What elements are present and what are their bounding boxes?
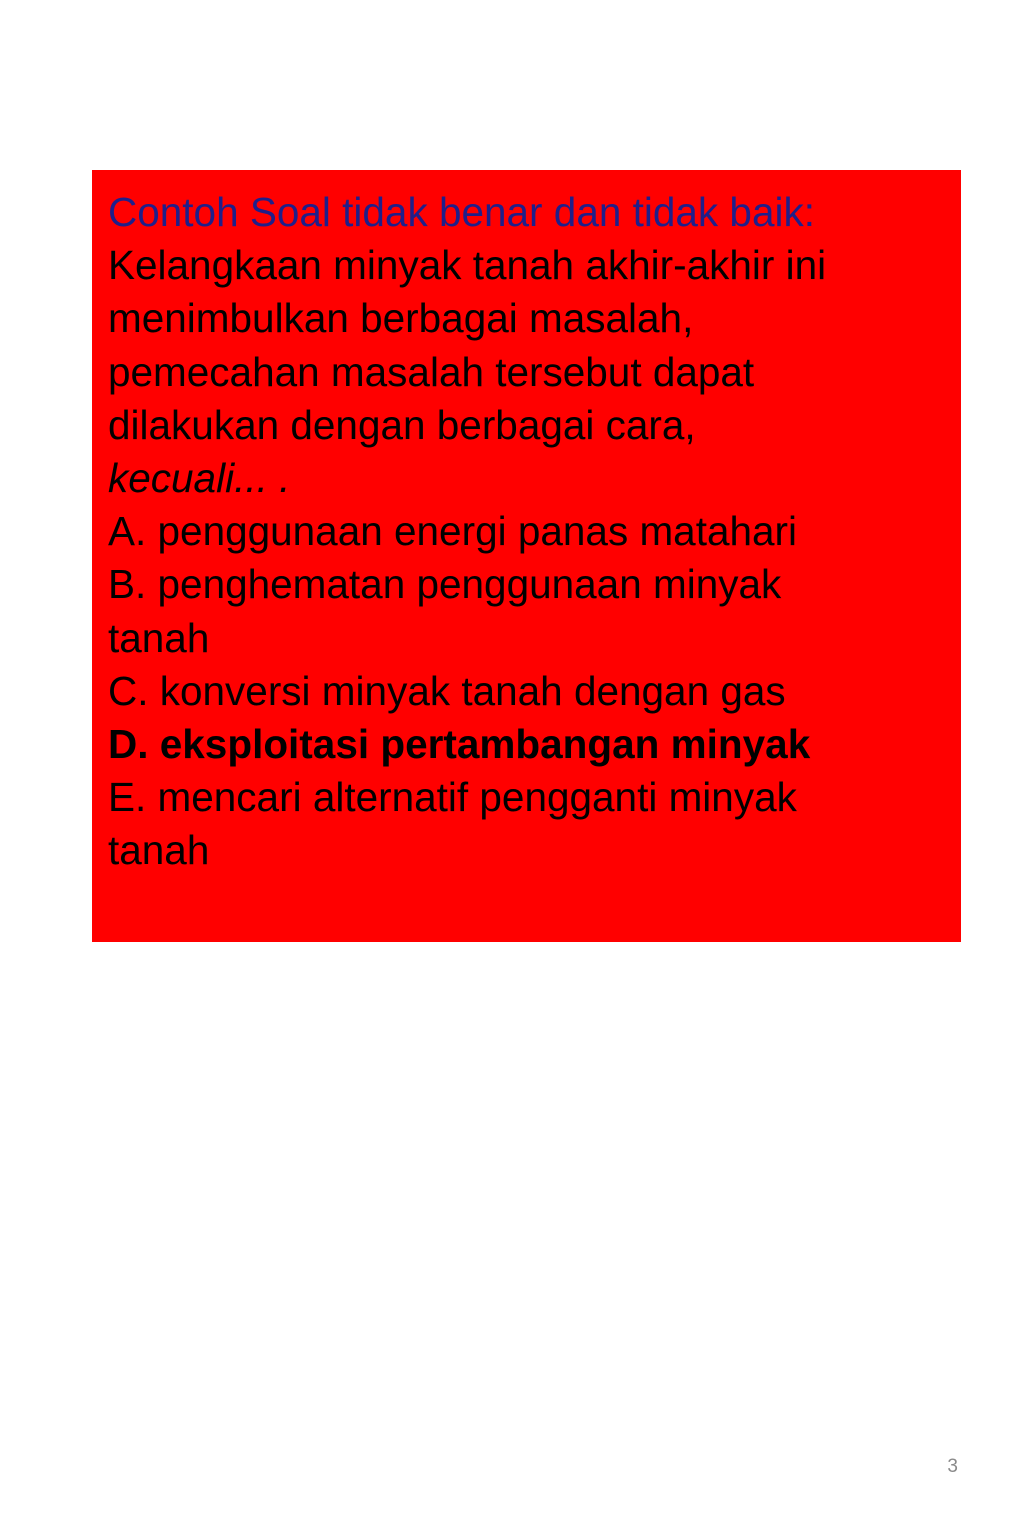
page-number: 3 bbox=[947, 1456, 958, 1477]
question-heading: Contoh Soal tidak benar dan tidak baik: bbox=[108, 189, 815, 235]
option-e-line-1: E. mencari alternatif pengganti minyak bbox=[108, 774, 797, 821]
question-stem-line-2: menimbulkan berbagai masalah, bbox=[108, 295, 694, 342]
question-stem-line-4: dilakukan dengan berbagai cara, bbox=[108, 401, 696, 448]
option-b-line-1: B. penghematan penggunaan minyak bbox=[108, 561, 782, 608]
option-a: A. penggunaan energi panas matahari bbox=[108, 508, 798, 555]
option-c: C. konversi minyak tanah dengan gas bbox=[108, 667, 786, 714]
option-d-answer: D. eksploitasi pertambangan minyak bbox=[108, 721, 811, 768]
question-stem-line-3: pemecahan masalah tersebut dapat bbox=[108, 348, 755, 395]
question-box bbox=[92, 170, 961, 942]
question-stem-line-1: Kelangkaan minyak tanah akhir-akhir ini bbox=[108, 242, 827, 289]
question-exception-word: kecuali... . bbox=[108, 455, 291, 502]
question-text bbox=[108, 186, 945, 878]
option-b-line-2: tanah bbox=[108, 614, 210, 661]
option-e-line-2: tanah bbox=[108, 827, 210, 874]
